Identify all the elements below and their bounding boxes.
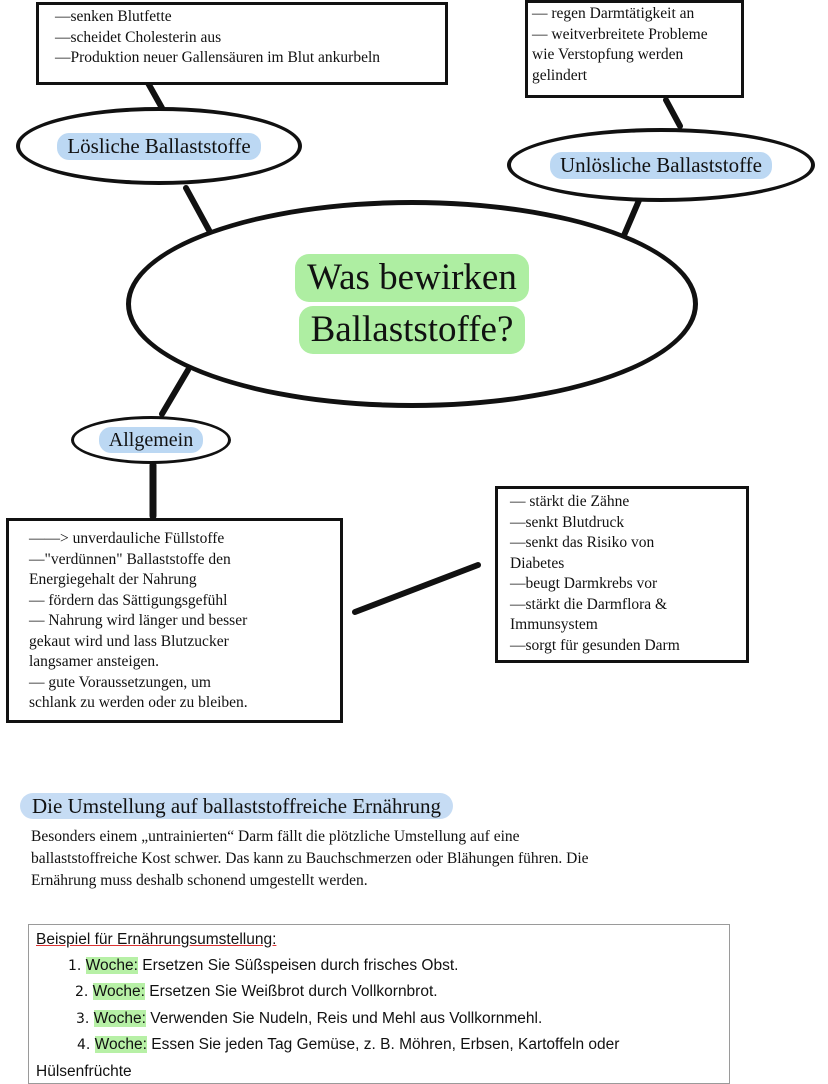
effects-item: —sorgt für gesunden Darm bbox=[510, 636, 734, 657]
section-heading: Die Umstellung auf ballaststoffreiche Ernährung bbox=[20, 793, 453, 819]
plan-week-row bbox=[36, 1006, 722, 1033]
allgemein-item: — Nahrung wird länger und besser bbox=[29, 611, 324, 632]
plan-title: Beispiel für Ernährungsumstellung: bbox=[36, 927, 722, 953]
allgemein-label: Allgemein bbox=[99, 427, 203, 453]
week-label: Woche: bbox=[93, 983, 145, 1000]
week-label: Woche: bbox=[86, 957, 138, 974]
paragraph-line: Ernährung muss deshalb schonend umgestellt werden. bbox=[31, 870, 731, 892]
allgemein-item: schlank zu werden oder zu bleiben. bbox=[29, 693, 324, 714]
allgemein-item: ——> unverdauliche Füllstoffe bbox=[29, 529, 324, 550]
effects-item: —senkt Blutdruck bbox=[510, 513, 734, 534]
diet-plan-box bbox=[28, 924, 730, 1084]
week-number: 2. bbox=[75, 980, 88, 1006]
effects-item: Immunsystem bbox=[510, 615, 734, 636]
connector-unloesliche-box bbox=[666, 100, 680, 126]
effects-item: —stärkt die Darmflora & bbox=[510, 595, 734, 616]
connector-loesliche-center bbox=[186, 188, 210, 232]
effects-item: —beugt Darmkrebs vor bbox=[510, 574, 734, 595]
week-label: Woche: bbox=[95, 1036, 147, 1053]
center-title bbox=[295, 252, 529, 356]
paragraph-line: ballaststoffreiche Kost schwer. Das kann zu Bauchschmerzen oder Blähungen führen. Die bbox=[31, 848, 731, 870]
week-text: Ersetzen Sie Weißbrot durch Vollkornbrot. bbox=[145, 983, 438, 1000]
plan-week-row bbox=[36, 953, 722, 980]
allgemein-item: — gute Voraussetzungen, um bbox=[29, 673, 324, 694]
allgemein-details-box bbox=[6, 518, 343, 723]
plan-week-row bbox=[36, 979, 722, 1006]
loesliche-item: —scheidet Cholesterin aus bbox=[55, 28, 439, 49]
plan-continuation: Hülsenfrüchte bbox=[36, 1059, 722, 1084]
effects-item: Diabetes bbox=[510, 554, 734, 575]
allgemein-node bbox=[71, 416, 231, 464]
week-number: 3. bbox=[76, 1007, 89, 1033]
unloesliche-item: — regen Darmtätigkeit an bbox=[532, 4, 737, 25]
section-paragraph bbox=[31, 826, 731, 892]
week-number: 4. bbox=[77, 1033, 90, 1059]
connector-effects-box bbox=[355, 565, 478, 612]
connector-allgemein-center bbox=[162, 370, 188, 414]
loesliche-label: Lösliche Ballaststoffe bbox=[57, 133, 260, 160]
week-text: Verwenden Sie Nudeln, Reis und Mehl aus Vollkornmehl. bbox=[146, 1010, 542, 1027]
effects-item: —senkt das Risiko von bbox=[510, 533, 734, 554]
allgemein-item: —"verdünnen" Ballaststoffe den bbox=[29, 550, 324, 571]
connector-loesliche-box bbox=[148, 83, 162, 108]
unloesliche-label: Unlösliche Ballaststoffe bbox=[550, 152, 772, 179]
week-number: 1. bbox=[68, 954, 81, 980]
center-title-line2: Ballaststoffe? bbox=[299, 306, 526, 354]
center-title-line1: Was bewirken bbox=[295, 254, 529, 302]
paragraph-line: Besonders einem „untrainierten“ Darm fällt die plötzliche Umstellung auf eine bbox=[31, 826, 731, 848]
effects-item: — stärkt die Zähne bbox=[510, 492, 734, 513]
unloesliche-details-box bbox=[525, 0, 744, 98]
effects-details-box bbox=[495, 486, 749, 663]
allgemein-item: langsamer ansteigen. bbox=[29, 652, 324, 673]
allgemein-item: — fördern das Sättigungsgefühl bbox=[29, 591, 324, 612]
center-node bbox=[126, 200, 698, 408]
loesliche-details-box bbox=[36, 2, 448, 85]
week-label: Woche: bbox=[94, 1010, 146, 1027]
loesliche-item: —Produktion neuer Gallensäuren im Blut ankurbeln bbox=[55, 48, 439, 69]
unloesliche-item: — weitverbreitete Probleme bbox=[532, 25, 737, 46]
plan-week-row bbox=[36, 1032, 722, 1059]
allgemein-item: gekaut wird und lass Blutzucker bbox=[29, 632, 324, 653]
unloesliche-item: wie Verstopfung werden bbox=[532, 45, 737, 66]
loesliche-item: —senken Blutfette bbox=[55, 7, 439, 28]
week-text: Essen Sie jeden Tag Gemüse, z. B. Möhren, Erbsen, Kartoffeln oder bbox=[147, 1036, 619, 1053]
unloesliche-item: gelindert bbox=[532, 66, 737, 87]
week-text: Ersetzen Sie Süßspeisen durch frisches Obst. bbox=[138, 957, 458, 974]
allgemein-item: Energiegehalt der Nahrung bbox=[29, 570, 324, 591]
loesliche-node bbox=[16, 107, 302, 185]
unloesliche-node bbox=[507, 128, 815, 202]
